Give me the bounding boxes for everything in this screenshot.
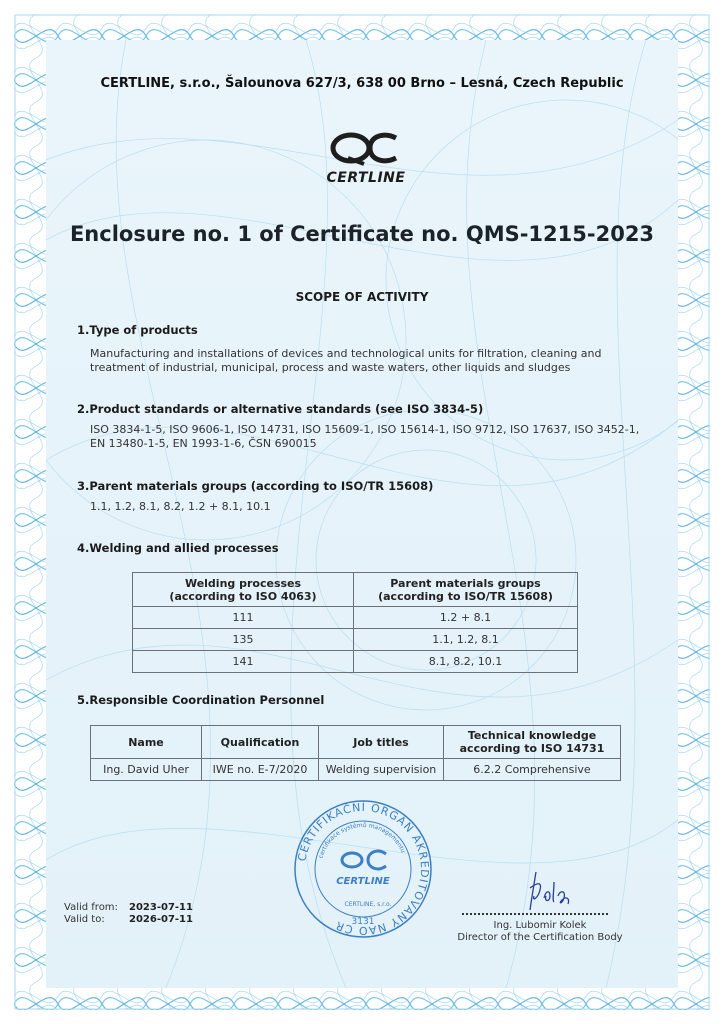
svg-text:3131: 3131 bbox=[351, 917, 375, 927]
table-cell: 8.1, 8.2, 10.1 bbox=[354, 651, 578, 673]
table-cell: 1.1, 1.2, 8.1 bbox=[354, 629, 578, 651]
table-cell: IWE no. E-7/2020 bbox=[202, 759, 319, 781]
signature-line bbox=[462, 913, 608, 915]
table-row bbox=[91, 759, 621, 781]
column-header: Welding processes (according to ISO 4063) bbox=[133, 573, 354, 607]
table-row bbox=[133, 629, 578, 651]
table-cell: 1.2 + 8.1 bbox=[354, 607, 578, 629]
document-title: Enclosure no. 1 of Certificate no. QMS-1215-2023 bbox=[69, 222, 655, 246]
welding-processes-table bbox=[132, 572, 578, 673]
valid-from: Valid from: 2023-07-11 bbox=[64, 902, 193, 913]
signatory-role: Director of the Certification Body bbox=[457, 932, 623, 943]
section-3-body: 1.1, 1.2, 8.1, 8.2, 1.2 + 8.1, 10.1 bbox=[90, 500, 271, 513]
valid-to: Valid to: 2026-07-11 bbox=[64, 914, 193, 925]
table-cell: 6.2.2 Comprehensive bbox=[444, 759, 621, 781]
table-row bbox=[133, 651, 578, 673]
section-2-body: ISO 3834-1-5, ISO 9606-1, ISO 14731, ISO 15609-1, ISO 15614-1, ISO 9712, ISO 17637, ISO 3452-1, EN 13480-1-5, EN 1993-1-6, ČSN 690015 bbox=[90, 423, 640, 450]
validity-block bbox=[64, 902, 193, 926]
table-row bbox=[133, 607, 578, 629]
issuer-address: CERTLINE, s.r.o., Šalounova 627/3, 638 00 Brno – Lesná, Czech Republic bbox=[100, 76, 624, 91]
column-header: Job titles bbox=[319, 726, 444, 759]
certification-stamp bbox=[292, 798, 434, 940]
section-1-heading: 1.Type of products bbox=[77, 323, 198, 337]
signatory-block bbox=[440, 920, 640, 944]
signatory-name: Ing. Lubomir Kolek bbox=[493, 920, 587, 931]
table-cell: Welding supervision bbox=[319, 759, 444, 781]
table-cell: Ing. David Uher bbox=[91, 759, 202, 781]
svg-text:CERTIFIKAČNÍ ORGÁN AKREDITOVAN: CERTIFIKAČNÍ ORGÁN AKREDITOVANÝ NAO ČR bbox=[295, 800, 432, 938]
table-header-row bbox=[133, 573, 578, 607]
table-cell: 141 bbox=[133, 651, 354, 673]
section-4-heading: 4.Welding and allied processes bbox=[77, 541, 279, 555]
column-header: Parent materials groups (according to ISO/TR 15608) bbox=[354, 573, 578, 607]
table-cell: 111 bbox=[133, 607, 354, 629]
svg-text:certifikace systémů management: certifikace systémů managementu bbox=[317, 821, 407, 860]
table-cell: 135 bbox=[133, 629, 354, 651]
section-3-heading: 3.Parent materials groups (according to ISO/TR 15608) bbox=[77, 479, 434, 493]
scope-heading: SCOPE OF ACTIVITY bbox=[295, 290, 429, 304]
svg-text:CERTLINE: CERTLINE bbox=[336, 876, 390, 887]
section-1-body: Manufacturing and installations of devices and technological units for filtration, cleaning and treatment of industrial, municipal, process and waste waters, other liquids and sludges bbox=[90, 347, 602, 374]
svg-text:CERTLINE, s.r.o.: CERTLINE, s.r.o. bbox=[344, 901, 392, 908]
column-header: Qualification bbox=[202, 726, 319, 759]
section-5-heading: 5.Responsible Coordination Personnel bbox=[77, 693, 325, 707]
column-header: Name bbox=[91, 726, 202, 759]
column-header: Technical knowledge according to ISO 14731 bbox=[444, 726, 621, 759]
signature-icon bbox=[520, 868, 580, 914]
section-2-heading: 2.Product standards or alternative standards (see ISO 3834-5) bbox=[77, 402, 484, 416]
logo-wordmark: CERTLINE bbox=[326, 170, 406, 186]
personnel-table bbox=[90, 725, 621, 781]
table-header-row bbox=[91, 726, 621, 759]
